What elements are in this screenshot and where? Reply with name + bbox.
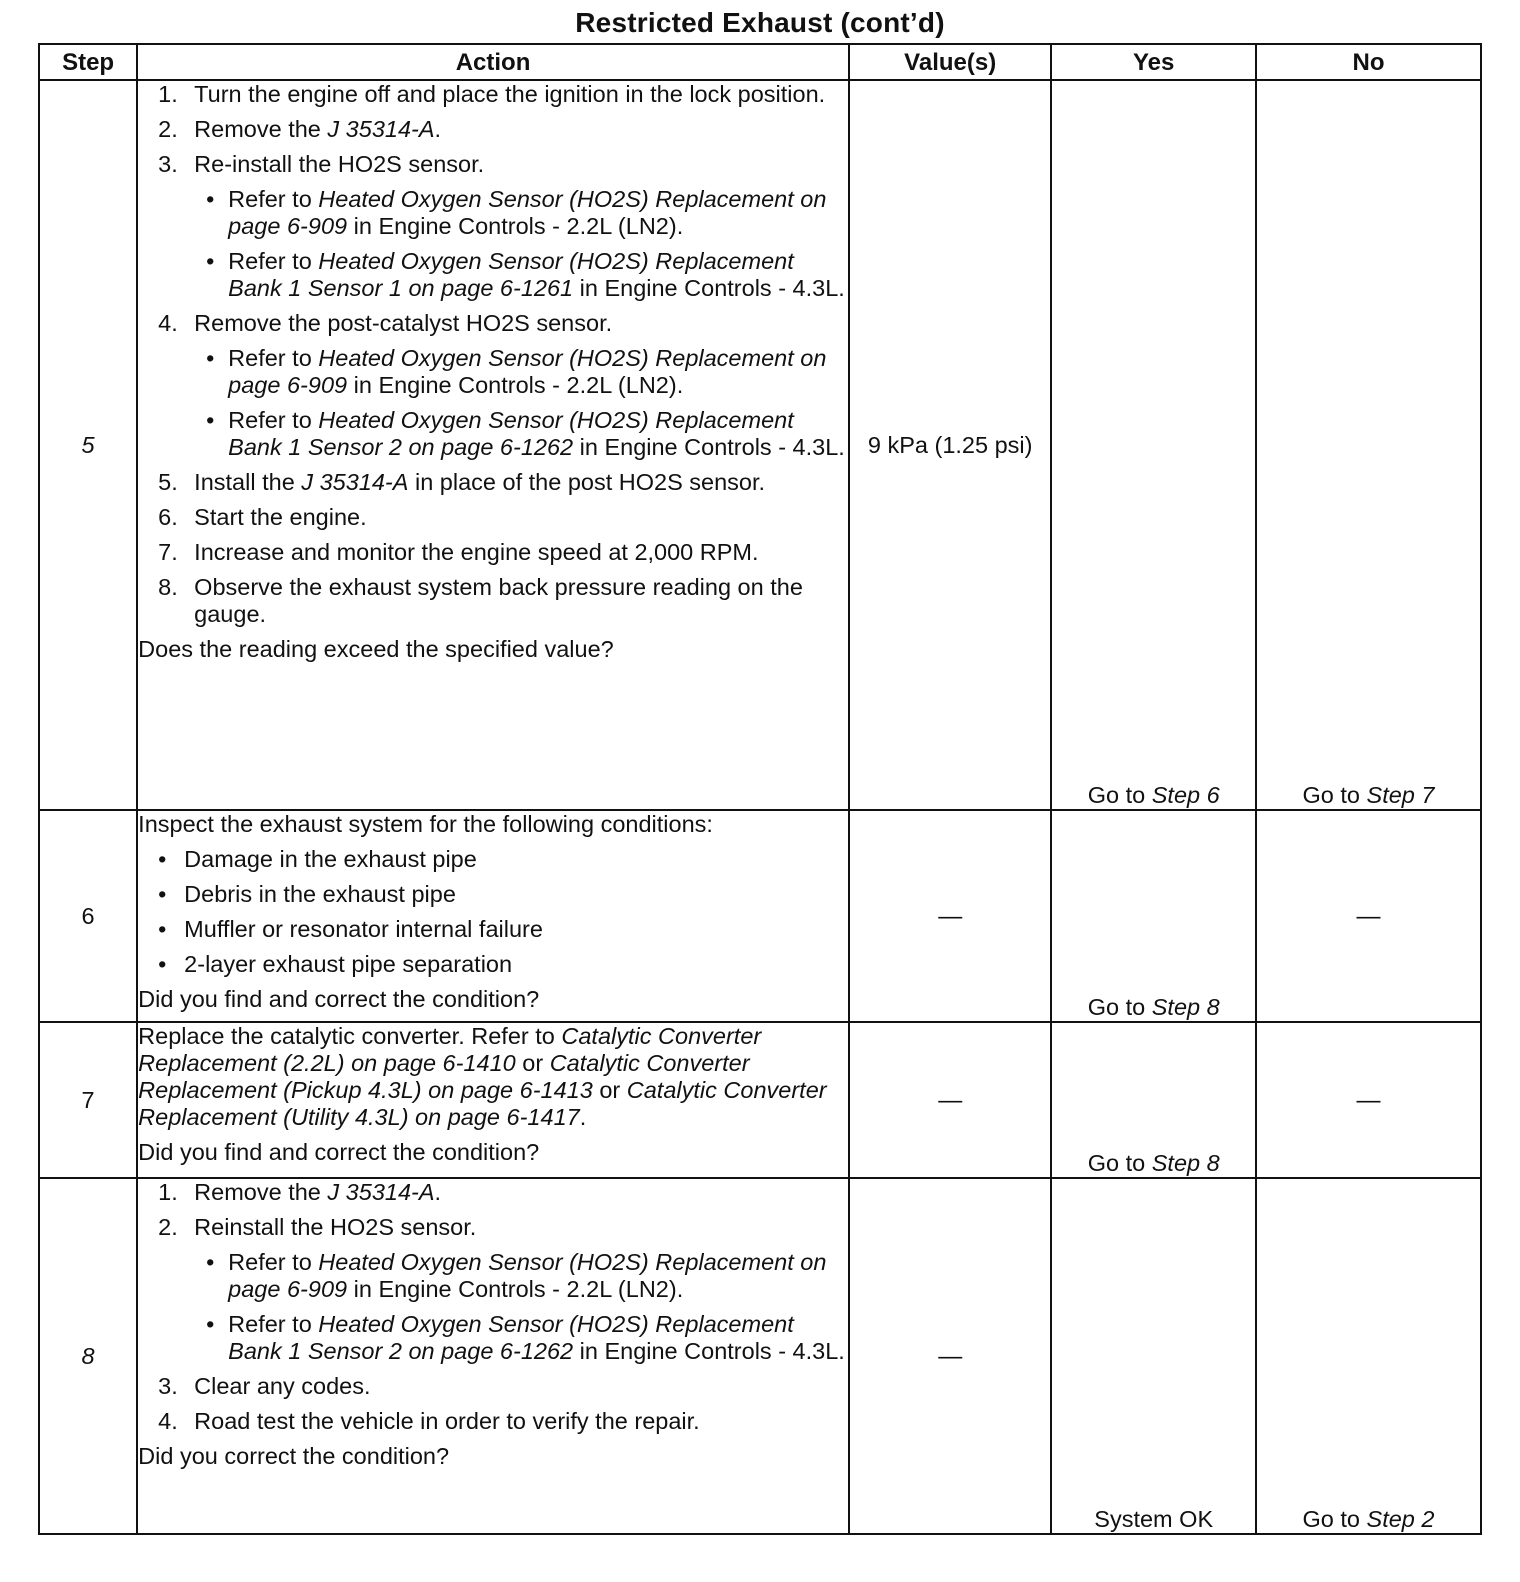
sub-list-item: • Refer to Heated Oxygen Sensor (HO2S) Replacement Bank 1 Sensor 1 on page 6-1261 in Engine Controls - 4.3L. xyxy=(206,248,845,301)
list-item: • Damage in the exhaust pipe xyxy=(158,846,477,872)
step-link[interactable]: Step 8 xyxy=(1151,994,1220,1020)
value-cell: — xyxy=(849,810,1051,1022)
page-reference: Catalytic Converter Replacement (2.2L) on page 6-1410 xyxy=(138,1023,762,1076)
bullet-icon: • xyxy=(158,916,167,942)
tool-reference: J 35314-A xyxy=(327,1179,435,1205)
list-item: 2. Reinstall the HO2S sensor. xyxy=(158,1214,477,1240)
step-number: 8 xyxy=(39,1178,137,1534)
diagnostic-table xyxy=(38,43,1482,1535)
step-number: 5 xyxy=(39,80,137,810)
page-reference: Heated Oxygen Sensor (HO2S) Replacement Bank 1 Sensor 2 on page 6-1262 xyxy=(228,1311,794,1364)
page-reference: Heated Oxygen Sensor (HO2S) Replacement Bank 1 Sensor 2 on page 6-1262 xyxy=(228,407,794,460)
page-reference: Catalytic Converter Replacement (Pickup 4.3L) on page 6-1413 xyxy=(138,1050,750,1103)
sub-list-item: • Refer to Heated Oxygen Sensor (HO2S) Replacement on page 6-909 in Engine Controls - 2.2L (LN2). xyxy=(206,1249,827,1302)
table-row-step-8 xyxy=(39,1178,1481,1534)
bullet-icon: • xyxy=(206,345,215,371)
yes-cell: Go to Step 6 xyxy=(1051,80,1256,810)
sub-list-item: • Refer to Heated Oxygen Sensor (HO2S) Replacement Bank 1 Sensor 2 on page 6-1262 in Engine Controls - 4.3L. xyxy=(206,1311,845,1364)
yes-cell: Go to Step 8 xyxy=(1051,810,1256,1022)
question-text: Did you find and correct the condition? xyxy=(138,1139,540,1165)
list-item: 1. Remove the J 35314-A. xyxy=(158,1179,442,1205)
value-cell: — xyxy=(849,1022,1051,1178)
page-reference: Heated Oxygen Sensor (HO2S) Replacement Bank 1 Sensor 1 on page 6-1261 xyxy=(228,248,794,301)
page-title: Restricted Exhaust (cont’d) xyxy=(575,7,945,38)
list-item: 3. Clear any codes. xyxy=(158,1373,371,1399)
bullet-icon: • xyxy=(206,186,215,212)
list-item: 4. Road test the vehicle in order to verify the repair. xyxy=(158,1408,700,1434)
bullet-icon: • xyxy=(158,846,167,872)
value-cell: — xyxy=(849,1178,1051,1534)
yes-cell: Go to Step 8 xyxy=(1051,1022,1256,1178)
list-item: 1. Turn the engine off and place the ignition in the lock position. xyxy=(158,81,826,107)
question-text: Did you correct the condition? xyxy=(138,1443,450,1469)
list-item: 7. Increase and monitor the engine speed at 2,000 RPM. xyxy=(158,539,759,565)
action-cell xyxy=(137,1022,849,1178)
header-yes: Yes xyxy=(1051,44,1256,80)
list-item: 4. Remove the post-catalyst HO2S sensor. xyxy=(158,310,613,336)
sub-list-item: • Refer to Heated Oxygen Sensor (HO2S) Replacement Bank 1 Sensor 2 on page 6-1262 in Engine Controls - 4.3L. xyxy=(206,407,845,460)
no-cell: Go to Step 7 xyxy=(1256,80,1481,810)
header-no: No xyxy=(1256,44,1481,80)
tool-reference: J 35314-A xyxy=(327,116,435,142)
step-link[interactable]: Step 6 xyxy=(1151,782,1220,808)
step-link[interactable]: Step 7 xyxy=(1366,782,1435,808)
step-number: 6 xyxy=(39,810,137,1022)
sub-list-item: • Refer to Heated Oxygen Sensor (HO2S) Replacement on page 6-909 in Engine Controls - 2.2L (LN2). xyxy=(206,345,827,398)
list-item: 3. Re-install the HO2S sensor. xyxy=(158,151,485,177)
no-cell: — xyxy=(1256,1022,1481,1178)
bullet-icon: • xyxy=(206,407,215,433)
table-row-step-6 xyxy=(39,810,1481,1022)
header-action: Action xyxy=(137,44,849,80)
tool-reference: J 35314-A xyxy=(301,469,409,495)
action-cell xyxy=(137,810,849,1022)
sub-list-item: • Refer to Heated Oxygen Sensor (HO2S) Replacement on page 6-909 in Engine Controls - 2.2L (LN2). xyxy=(206,186,827,239)
list-item: 8. Observe the exhaust system back pressure reading on the gauge. xyxy=(158,574,803,627)
table-row-step-7 xyxy=(39,1022,1481,1178)
bullet-icon: • xyxy=(206,248,215,274)
list-item: 5. Install the J 35314-A in place of the post HO2S sensor. xyxy=(158,469,766,495)
question-text: Did you find and correct the condition? xyxy=(138,986,540,1012)
no-cell: — xyxy=(1256,810,1481,1022)
list-item: 6. Start the engine. xyxy=(158,504,367,530)
step-number: 7 xyxy=(39,1022,137,1178)
bullet-icon: • xyxy=(158,951,167,977)
list-item: • 2-layer exhaust pipe separation xyxy=(158,951,513,977)
action-intro: Inspect the exhaust system for the following conditions: xyxy=(138,811,713,837)
action-paragraph: Replace the catalytic converter. Refer to Catalytic Converter Replacement (2.2L) on page 6-1410 or Catalytic Converter Replacement (Pickup 4.3L) on page 6-1413 or Catalytic Converter Replacement (Utility 4.3L) on page 6-1417. xyxy=(138,1023,827,1130)
page-reference: Heated Oxygen Sensor (HO2S) Replacement on page 6-909 xyxy=(228,186,827,239)
header-row xyxy=(39,44,1481,80)
table-row-step-5 xyxy=(39,80,1481,810)
header-step: Step xyxy=(39,44,137,80)
action-cell xyxy=(137,80,849,810)
bullet-icon: • xyxy=(206,1249,215,1275)
step-link[interactable]: Step 2 xyxy=(1366,1506,1435,1532)
bullet-icon: • xyxy=(158,881,167,907)
list-item: • Muffler or resonator internal failure xyxy=(158,916,543,942)
action-cell xyxy=(137,1178,849,1534)
step-link[interactable]: Step 8 xyxy=(1151,1150,1220,1176)
page-reference: Heated Oxygen Sensor (HO2S) Replacement on page 6-909 xyxy=(228,345,827,398)
page-reference: Heated Oxygen Sensor (HO2S) Replacement on page 6-909 xyxy=(228,1249,827,1302)
value-cell: 9 kPa (1.25 psi) xyxy=(849,80,1051,810)
header-values: Value(s) xyxy=(849,44,1051,80)
question-text: Does the reading exceed the specified value? xyxy=(138,636,614,662)
bullet-icon: • xyxy=(206,1311,215,1337)
yes-cell: System OK xyxy=(1051,1178,1256,1534)
page-reference: Catalytic Converter Replacement (Utility 4.3L) on page 6-1417 xyxy=(138,1077,827,1130)
list-item: • Debris in the exhaust pipe xyxy=(158,881,456,907)
list-item: 2. Remove the J 35314-A. xyxy=(158,116,442,142)
no-cell: Go to Step 2 xyxy=(1256,1178,1481,1534)
